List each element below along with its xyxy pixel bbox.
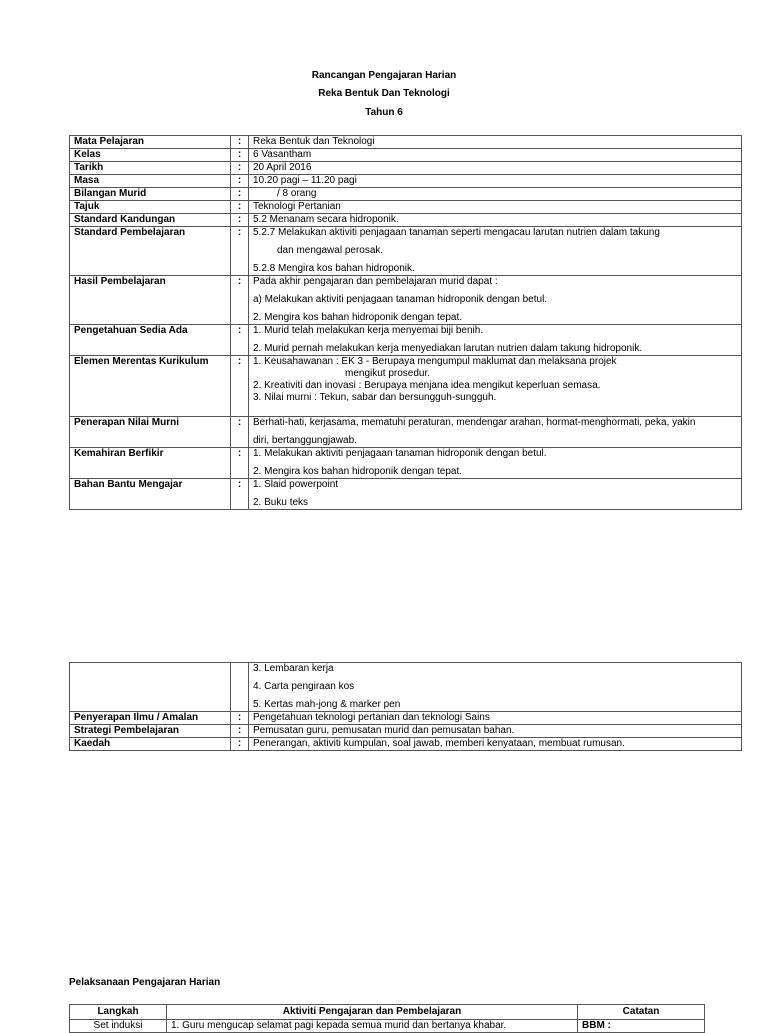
colon: : (231, 448, 249, 479)
bbm-line-1: 1. Slaid powerpoint (253, 479, 339, 490)
value: Pemusatan guru, pemusatan murid dan pemusatan bahan. (249, 725, 742, 738)
row-tajuk (70, 201, 742, 214)
colon: : (231, 136, 249, 149)
label: Penerapan Nilai Murni (70, 417, 231, 448)
langkah-cell: Set induksi (70, 1020, 167, 1033)
label: Pengetahuan Sedia Ada (70, 325, 231, 356)
sp-line-3: 5.2.8 Mengira kos bahan hidroponik. (253, 263, 415, 274)
colon: : (231, 356, 249, 417)
label: Bilangan Murid (70, 188, 231, 201)
label: Strategi Pembelajaran (70, 725, 231, 738)
colon: : (231, 479, 249, 510)
colon: : (231, 214, 249, 227)
colon: : (231, 712, 249, 725)
colon-empty (231, 663, 249, 712)
label: Kaedah (70, 738, 231, 751)
colon: : (231, 227, 249, 276)
header-catatan: Catatan (578, 1005, 705, 1020)
label-empty (70, 663, 231, 712)
value: Penerangan, aktiviti kumpulan, soal jawab, memberi kenyataan, membuat rumusan. (249, 738, 742, 751)
value: 10.20 pagi – 11.20 pagi (249, 175, 742, 188)
section-title: Pelaksanaan Pengajaran Harian (69, 977, 221, 988)
value (249, 227, 742, 276)
value: Pengetahuan teknologi pertanian dan teknologi Sains (249, 712, 742, 725)
value (249, 356, 742, 417)
row-bilangan-murid (70, 188, 742, 201)
catatan-cell: BBM : (578, 1020, 705, 1033)
value (249, 663, 742, 712)
nilai-line-1: Berhati-hati, kerjasama, mematuhi peraturan, mendengar arahan, hormat-menghormati, peka, yakin (253, 417, 696, 428)
label: Mata Pelajaran (70, 136, 231, 149)
label: Elemen Merentas Kurikulum (70, 356, 231, 417)
row-kelas (70, 149, 742, 162)
nilai-line-2: diri, bertanggungjawab. (253, 435, 357, 446)
value: Teknologi Pertanian (249, 201, 742, 214)
colon: : (231, 276, 249, 325)
value: 20 April 2016 (249, 162, 742, 175)
row-bahan-bantu-mengajar (70, 479, 742, 510)
label: Penyerapan Ilmu / Amalan (70, 712, 231, 725)
bbm-line-4: 4. Carta pengiraan kos (253, 681, 355, 692)
bilangan-value: / 8 orang (277, 188, 317, 199)
bbm-line-3: 3. Lembaran kerja (253, 663, 334, 674)
value: Reka Bentuk dan Teknologi (249, 136, 742, 149)
sp-line-1: 5.2.7 Melakukan aktiviti penjagaan tanaman seperti mengacau larutan nutrien dalam takung (253, 227, 660, 238)
colon: : (231, 175, 249, 188)
label: Kelas (70, 149, 231, 162)
header-langkah: Langkah (70, 1005, 167, 1020)
row-bbm-continued (70, 663, 742, 712)
label: Tajuk (70, 201, 231, 214)
label: Standard Pembelajaran (70, 227, 231, 276)
row-elemen-merentas-kurikulum (70, 356, 742, 417)
hasil-line-3: 2. Mengira kos bahan hidroponik dengan tepat. (253, 312, 463, 323)
doc-title: Rancangan Pengajaran Harian (311, 70, 457, 81)
impl-row (70, 1020, 705, 1033)
header-aktiviti: Aktiviti Pengajaran dan Pembelajaran (167, 1005, 578, 1020)
bbm-line-5: 5. Kertas mah-jong & marker pen (253, 699, 401, 710)
row-standard-kandungan (70, 214, 742, 227)
colon: : (231, 725, 249, 738)
lesson-plan-table (69, 135, 742, 510)
label: Masa (70, 175, 231, 188)
doc-subject: Reka Bentuk Dan Teknologi (318, 88, 450, 99)
colon: : (231, 162, 249, 175)
row-pengetahuan-sedia-ada (70, 325, 742, 356)
label: Bahan Bantu Mengajar (70, 479, 231, 510)
value (249, 448, 742, 479)
value: 6 Vasantham (249, 149, 742, 162)
value (249, 417, 742, 448)
value (249, 276, 742, 325)
value (249, 188, 742, 201)
aktiviti-cell: 1. Guru mengucap selamat pagi kepada semua murid dan bertanya khabar. (167, 1020, 578, 1033)
emk-line-3: 2. Kreativiti dan inovasi : Berupaya menjana idea mengikut keperluan semasa. (253, 380, 601, 391)
pengetahuan-line-1: 1. Murid telah melakukan kerja menyemai biji benih. (253, 325, 484, 336)
emk-line-4: 3. Nilai murni : Tekun, sabar dan bersungguh-sungguh. (253, 392, 497, 403)
sp-line-2: dan mengawal perosak. (277, 245, 384, 256)
value (249, 479, 742, 510)
row-masa (70, 175, 742, 188)
label: Hasil Pembelajaran (70, 276, 231, 325)
row-penyerapan (70, 712, 742, 725)
impl-header-row (70, 1005, 705, 1020)
emk-line-1: 1. Keusahawanan : EK 3 - Berupaya mengumpul maklumat dan melaksana projek (253, 356, 617, 367)
colon: : (231, 417, 249, 448)
implementation-table (69, 1004, 705, 1033)
emk-line-2: mengikut prosedur. (345, 368, 431, 379)
value (249, 325, 742, 356)
row-penerapan-nilai-murni (70, 417, 742, 448)
colon: : (231, 201, 249, 214)
lesson-plan-table-continued (69, 662, 742, 751)
hasil-line-1: Pada akhir pengajaran dan pembelajaran murid dapat : (253, 276, 498, 287)
row-kemahiran-berfikir (70, 448, 742, 479)
pengetahuan-line-2: 2. Murid pernah melakukan kerja menyediakan larutan nutrien dalam takung hidroponik. (253, 343, 643, 354)
label: Tarikh (70, 162, 231, 175)
row-hasil-pembelajaran (70, 276, 742, 325)
row-kaedah (70, 738, 742, 751)
row-standard-pembelajaran (70, 227, 742, 276)
hasil-line-2: a) Melakukan aktiviti penjagaan tanaman hidroponik dengan betul. (253, 294, 548, 305)
colon: : (231, 188, 249, 201)
colon: : (231, 738, 249, 751)
row-tarikh (70, 162, 742, 175)
colon: : (231, 325, 249, 356)
kemahiran-line-2: 2. Mengira kos bahan hidroponik dengan tepat. (253, 466, 463, 477)
label: Standard Kandungan (70, 214, 231, 227)
kemahiran-line-1: 1. Melakukan aktiviti penjagaan tanaman hidroponik dengan betul. (253, 448, 547, 459)
bbm-line-2: 2. Buku teks (253, 497, 309, 508)
row-mata-pelajaran (70, 136, 742, 149)
colon: : (231, 149, 249, 162)
doc-year: Tahun 6 (365, 107, 403, 118)
label: Kemahiran Berfikir (70, 448, 231, 479)
row-strategi (70, 725, 742, 738)
value: 5.2 Menanam secara hidroponik. (249, 214, 742, 227)
